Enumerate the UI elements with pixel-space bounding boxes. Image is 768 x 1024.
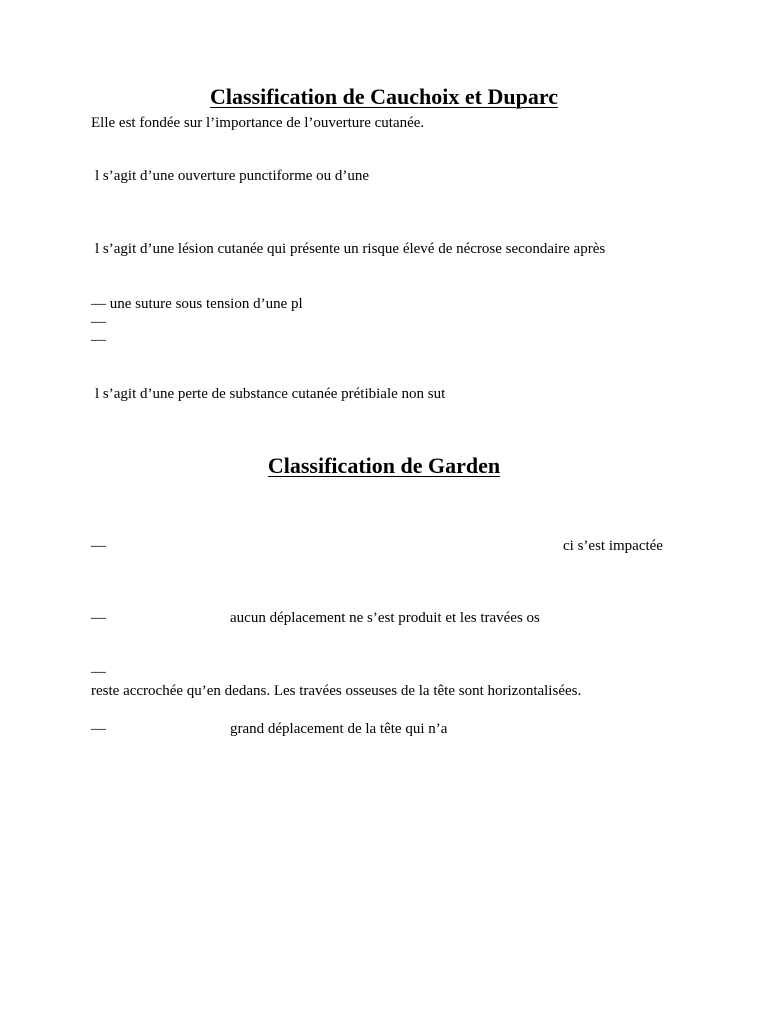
type3-description: l s’agit d’une perte de substance cutanée prétibiale non sut bbox=[95, 386, 446, 402]
garden-item-dash: — bbox=[91, 610, 106, 626]
heading-cauchoix-duparc: Classification de Cauchoix et Duparc bbox=[210, 84, 558, 109]
type2-dash-line: — une suture sous tension d’une pl bbox=[91, 296, 303, 312]
type1-description: l s’agit d’une ouverture punctiforme ou d’une bbox=[95, 168, 370, 184]
garden-item-text: reste accrochée qu’en dedans. Les travées osseuses de la tête sont horizontalisées. bbox=[91, 683, 582, 699]
garden-item-dash: — bbox=[91, 721, 106, 737]
garden-item-text: aucun déplacement ne s’est produit et les travées os bbox=[230, 610, 540, 626]
heading-garden: Classification de Garden bbox=[267, 453, 501, 478]
garden-item-dash: — bbox=[91, 538, 106, 554]
garden-item-text: ci s’est impactée bbox=[563, 538, 663, 554]
garden-item-dash: — bbox=[91, 664, 106, 680]
intro-paragraph: Elle est fondée sur l’importance de l’ouverture cutanée. bbox=[91, 115, 425, 131]
type2-dash: — bbox=[91, 332, 106, 348]
type2-dash: — bbox=[91, 314, 106, 330]
type2-description: l s’agit d’une lésion cutanée qui présente un risque élevé de nécrose secondaire après bbox=[95, 241, 606, 257]
garden-item-text: grand déplacement de la tête qui n’a bbox=[230, 721, 448, 737]
